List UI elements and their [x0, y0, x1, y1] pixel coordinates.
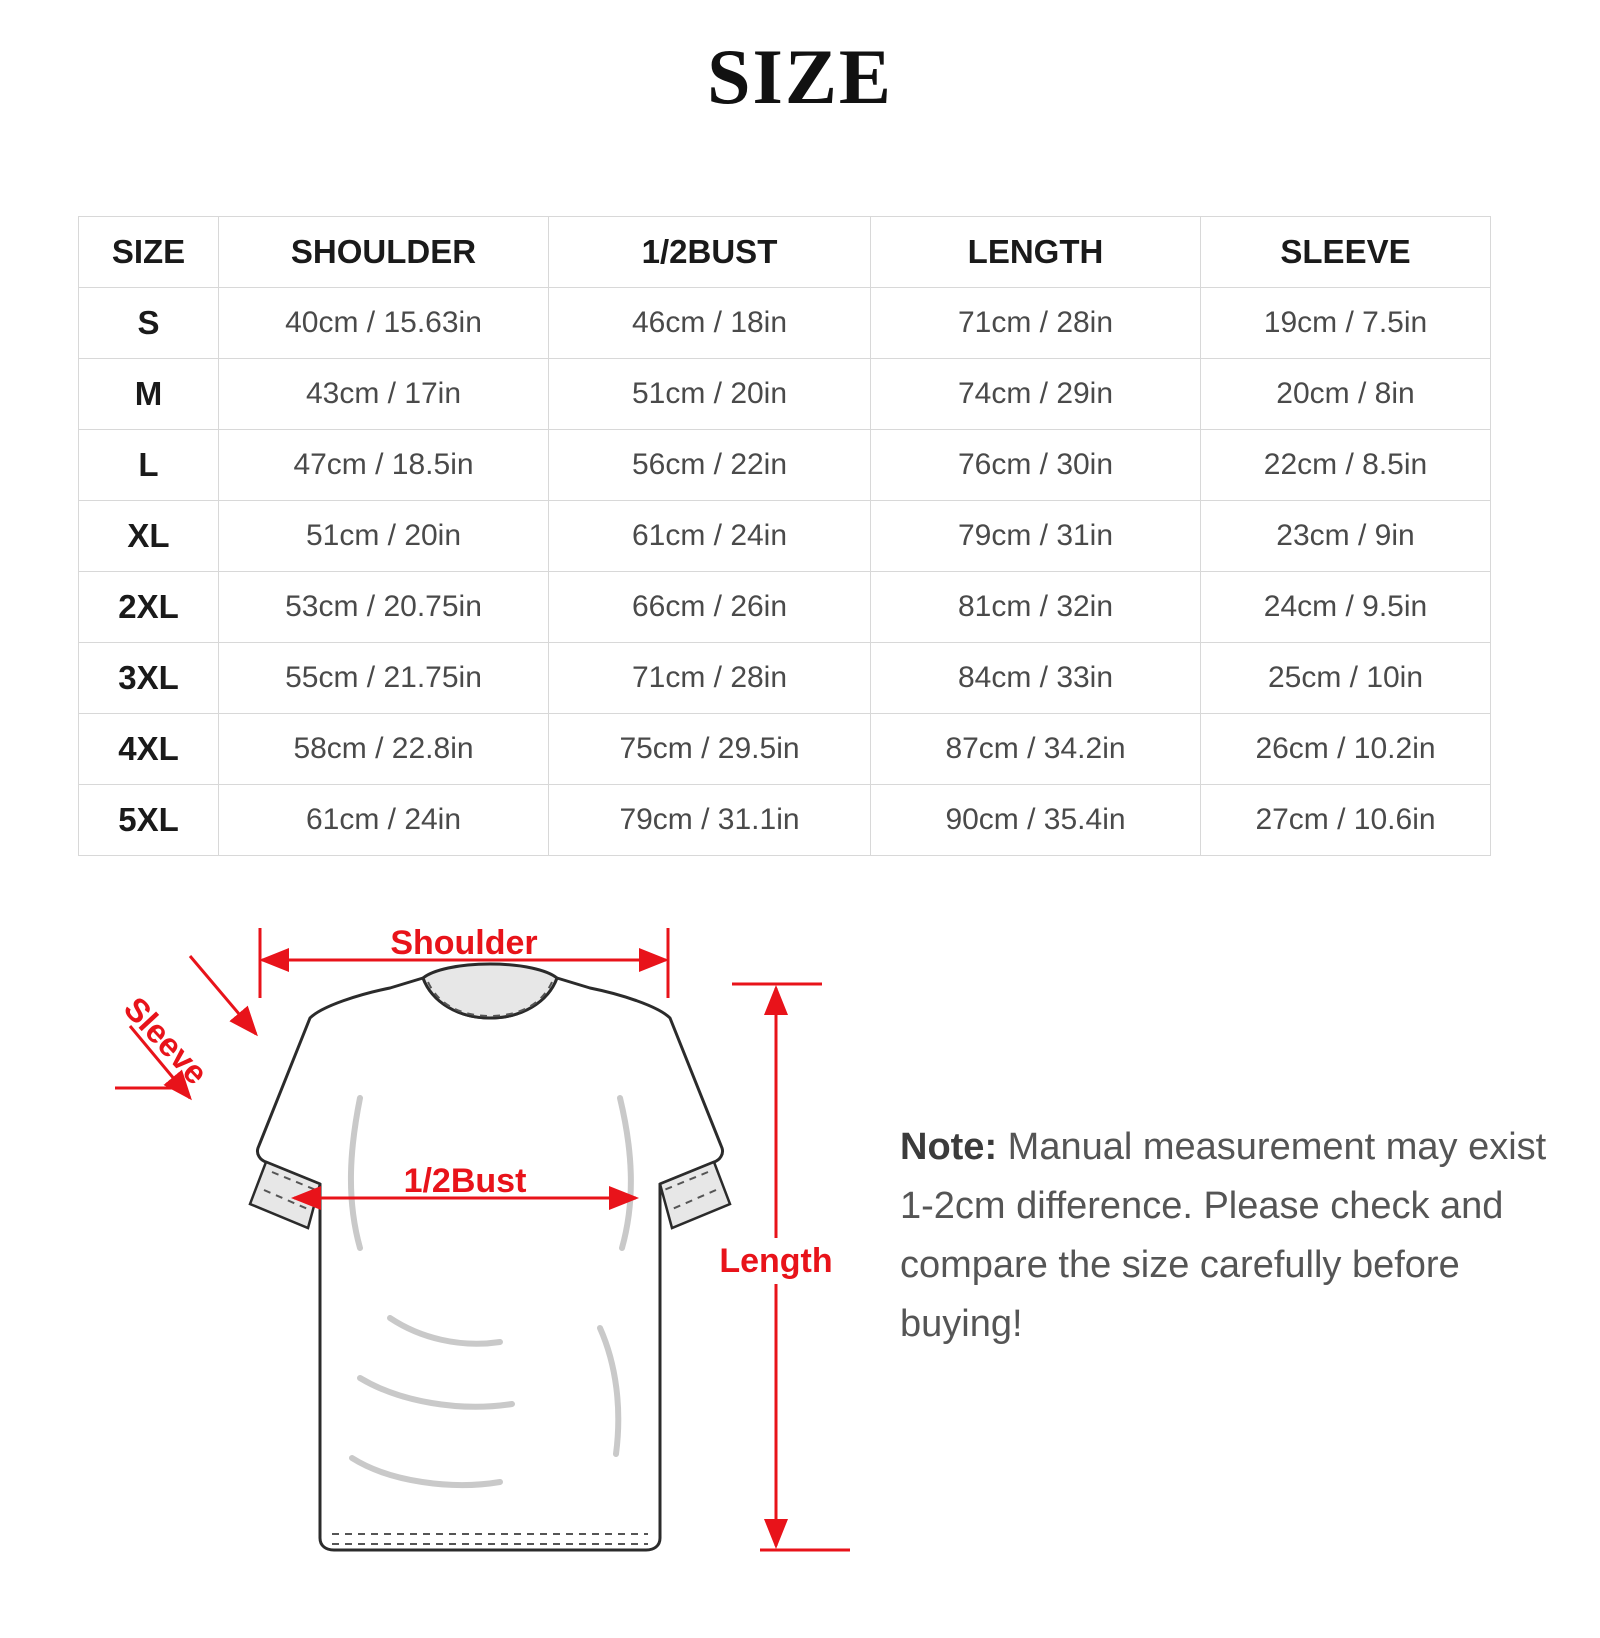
cell-halfbust: 46cm / 18in	[549, 288, 871, 359]
column-header-halfbust: 1/2BUST	[549, 217, 871, 288]
cell-size: 2XL	[79, 572, 219, 643]
cell-length: 74cm / 29in	[871, 359, 1201, 430]
table-row	[79, 430, 1491, 501]
cell-sleeve: 20cm / 8in	[1201, 359, 1491, 430]
cell-sleeve: 25cm / 10in	[1201, 643, 1491, 714]
cell-length: 76cm / 30in	[871, 430, 1201, 501]
column-header-sleeve: SLEEVE	[1201, 217, 1491, 288]
table-row	[79, 359, 1491, 430]
note-text	[900, 1118, 1550, 1354]
column-header-size: SIZE	[79, 217, 219, 288]
cell-sleeve: 24cm / 9.5in	[1201, 572, 1491, 643]
cell-shoulder: 47cm / 18.5in	[219, 430, 549, 501]
cell-halfbust: 79cm / 31.1in	[549, 785, 871, 856]
cell-halfbust: 75cm / 29.5in	[549, 714, 871, 785]
size-chart-table	[78, 216, 1490, 856]
table-row	[79, 785, 1491, 856]
cell-size: S	[79, 288, 219, 359]
cell-length: 90cm / 35.4in	[871, 785, 1201, 856]
cell-shoulder: 43cm / 17in	[219, 359, 549, 430]
cell-shoulder: 58cm / 22.8in	[219, 714, 549, 785]
tshirt-illustration	[257, 964, 722, 1550]
cell-halfbust: 56cm / 22in	[549, 430, 871, 501]
label-length-text: Length	[719, 1242, 833, 1280]
cell-size: 3XL	[79, 643, 219, 714]
cell-sleeve: 27cm / 10.6in	[1201, 785, 1491, 856]
cell-halfbust: 66cm / 26in	[549, 572, 871, 643]
table-row	[79, 288, 1491, 359]
column-header-shoulder: SHOULDER	[219, 217, 549, 288]
cell-size: M	[79, 359, 219, 430]
cell-length: 71cm / 28in	[871, 288, 1201, 359]
note-body: Manual measurement may exist 1-2cm difference. Please check and compare the size carefully before buying!	[900, 1126, 1547, 1345]
cell-size: XL	[79, 501, 219, 572]
cell-halfbust: 71cm / 28in	[549, 643, 871, 714]
column-header-length: LENGTH	[871, 217, 1201, 288]
cell-sleeve: 19cm / 7.5in	[1201, 288, 1491, 359]
label-sleeve: Sleeve	[116, 989, 216, 1092]
measurement-diagram	[60, 898, 890, 1598]
cell-shoulder: 61cm / 24in	[219, 785, 549, 856]
cell-sleeve: 26cm / 10.2in	[1201, 714, 1491, 785]
table-row	[79, 572, 1491, 643]
cell-shoulder: 40cm / 15.63in	[219, 288, 549, 359]
label-halfbust: 1/2Bust	[403, 1162, 527, 1200]
cell-sleeve: 23cm / 9in	[1201, 501, 1491, 572]
label-shoulder: Shoulder	[390, 924, 538, 962]
cell-halfbust: 51cm / 20in	[549, 359, 871, 430]
cell-length: 79cm / 31in	[871, 501, 1201, 572]
cell-halfbust: 61cm / 24in	[549, 501, 871, 572]
cell-sleeve: 22cm / 8.5in	[1201, 430, 1491, 501]
table-row	[79, 501, 1491, 572]
table-row	[79, 643, 1491, 714]
cell-size: 5XL	[79, 785, 219, 856]
page-title: SIZE	[707, 33, 893, 120]
table-header-row	[79, 217, 1491, 288]
cell-length: 84cm / 33in	[871, 643, 1201, 714]
cell-size: 4XL	[79, 714, 219, 785]
table-row	[79, 714, 1491, 785]
cell-length: 81cm / 32in	[871, 572, 1201, 643]
cell-size: L	[79, 430, 219, 501]
cell-shoulder: 55cm / 21.75in	[219, 643, 549, 714]
note-label: Note:	[900, 1126, 998, 1168]
cell-shoulder: 51cm / 20in	[219, 501, 549, 572]
cell-length: 87cm / 34.2in	[871, 714, 1201, 785]
cell-shoulder: 53cm / 20.75in	[219, 572, 549, 643]
